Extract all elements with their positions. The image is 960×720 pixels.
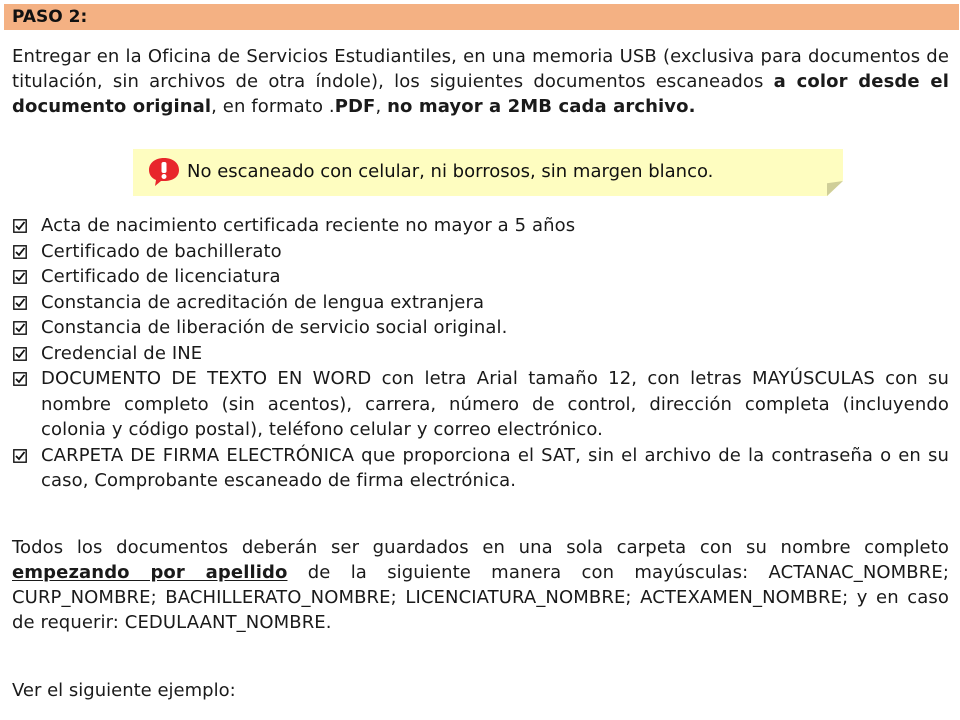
intro-text-1: Entregar en la Oficina de Servicios Estudiantiles, en una memoria USB (exclusiva para documentos de titulación, sin archivos de otra índole), los siguientes documentos escaneados [12, 46, 949, 92]
checkbox-checked-icon [13, 296, 27, 310]
note-text: No escaneado con celular, ni borrosos, sin margen blanco. [187, 161, 714, 182]
intro-bold-color: a color desde el documento original [12, 71, 949, 117]
checklist-item-text: Credencial de INE [41, 342, 203, 364]
intro-text-2: , en formato . [211, 96, 335, 117]
checkbox-checked-icon [13, 245, 27, 259]
checklist-item-text: Constancia de acreditación de lengua extranjera [41, 291, 485, 313]
checklist-item-text: Constancia de liberación de servicio social original. [41, 317, 508, 338]
checklist-item [12, 443, 949, 494]
intro-text-3: , [375, 96, 388, 117]
outro-text-1: Todos los documentos deberán ser guardados en una sola carpeta con su nombre completo [12, 537, 949, 558]
checklist-item [12, 264, 949, 290]
checklist-item-text: Certificado de licenciatura [41, 266, 281, 287]
checklist-item [12, 290, 949, 316]
checklist-item-text: Certificado de bachillerato [41, 240, 282, 262]
document-checklist [12, 213, 949, 494]
example-caption: Ver el siguiente ejemplo: [12, 680, 236, 701]
checklist-item [12, 366, 949, 443]
checklist-item [12, 239, 949, 265]
step-title: PASO 2: [12, 7, 88, 27]
naming-instructions-paragraph [12, 535, 949, 635]
outro-text-2: de la siguiente manera con mayúsculas: ACTANAC_NOMBRE; CURP_NOMBRE; BACHILLERATO_NOMBRE; LICENCIATURA_NOMBRE; ACTEXAMEN_NOMBRE; y en caso de requerir: CEDULAANT_NOMBRE. [12, 562, 949, 633]
checkbox-checked-icon [13, 321, 27, 335]
checklist-item-text: CARPETA DE FIRMA ELECTRÓNICA que proporciona el SAT, sin el archivo de la contraseña o en su caso, Comprobante escaneado de firma electrónica. [41, 444, 949, 491]
checklist-item [12, 315, 949, 341]
checklist-item [12, 341, 949, 367]
checklist-item [12, 213, 949, 239]
checkbox-checked-icon [13, 219, 27, 233]
checklist-item-text: Acta de nacimiento certificada reciente no mayor a 5 años [41, 215, 576, 236]
outro-emphasis: empezando por apellido [12, 562, 288, 583]
intro-bold-size: no mayor a 2MB cada archivo. [387, 96, 696, 117]
checklist-item-text: DOCUMENTO DE TEXTO EN WORD con letra Arial tamaño 12, con letras MAYÚSCULAS con su nombre completo (sin acentos), carrera, número de control, dirección completa (incluyendo colonia y código postal), teléfono celular y correo electrónico. [41, 368, 949, 440]
checkbox-checked-icon [13, 449, 27, 463]
intro-bold-pdf: PDF [334, 96, 376, 117]
checkbox-checked-icon [13, 347, 27, 361]
checkbox-checked-icon [13, 372, 27, 386]
exclamation-icon [148, 157, 180, 187]
step-header [4, 4, 959, 30]
intro-paragraph [12, 44, 949, 119]
checkbox-checked-icon [13, 270, 27, 284]
